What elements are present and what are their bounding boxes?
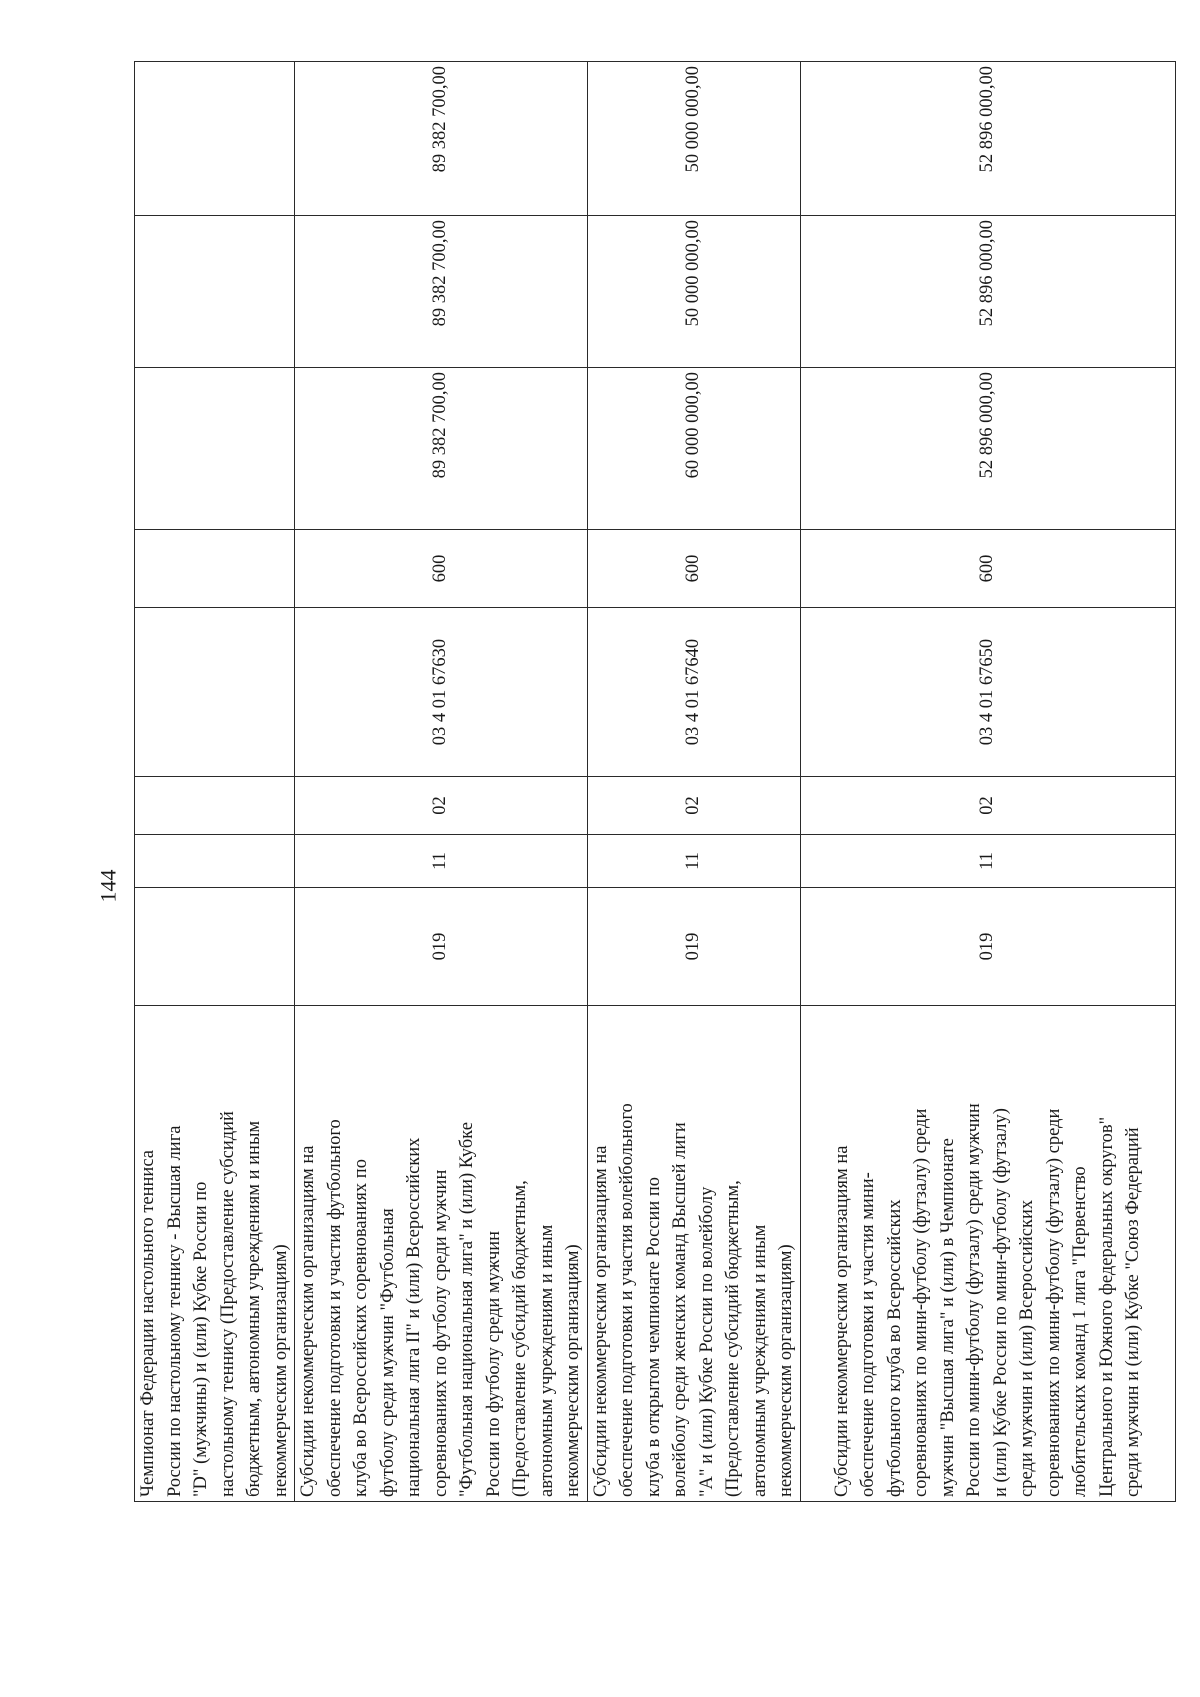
name-line: "Футбольная национальная лига" и (или) Кубке bbox=[457, 1122, 477, 1497]
name-line: "А" и (или) Кубке России по волейболу bbox=[696, 1186, 717, 1497]
section-code-cell: 11 bbox=[800, 835, 1175, 888]
name-line: России по футболу среди мужчин bbox=[483, 1230, 504, 1497]
budget-table-wrapper bbox=[134, 62, 1155, 1502]
name-line: обеспечение подготовки и участия футбольного bbox=[324, 1119, 345, 1497]
name-line: автономным учреждениям и иным bbox=[536, 1224, 557, 1497]
amount-cell: 60 000 000,00 bbox=[587, 368, 800, 530]
name-line: обеспечение подготовки и участия мини- bbox=[858, 1172, 878, 1497]
name-line: среди мужчин и (или) Всероссийских bbox=[1017, 1199, 1037, 1497]
amount-cell: 89 382 700,00 bbox=[295, 62, 588, 216]
name-line: мужчин "Высшая лига" и (или) в Чемпионате bbox=[937, 1138, 958, 1497]
name-line: обеспечение подготовки и участия волейбольного bbox=[617, 1103, 637, 1497]
target-article-cell: 03 4 01 67630 bbox=[295, 608, 588, 777]
name-line: "D" (мужчины) и (или) Кубке России по bbox=[191, 1181, 211, 1497]
table-row bbox=[800, 62, 1175, 1502]
name-line: (Предоставление субсидий бюджетным, bbox=[723, 1180, 743, 1497]
name-line: автономным учреждениям и иным bbox=[749, 1224, 770, 1497]
table-row bbox=[135, 62, 295, 1502]
name-line: волейболу среди женских команд Высшей лиги bbox=[670, 1122, 690, 1497]
ministry-code-cell bbox=[135, 888, 295, 1006]
amount-cell: 52 896 000,00 bbox=[800, 62, 1175, 216]
name-line: футбольного клуба во Всероссийских bbox=[884, 1199, 905, 1497]
name-line: среди мужчин и (или) Кубке "Союз Федераций bbox=[1123, 1127, 1143, 1497]
name-line: Субсидии некоммерческим организациям на bbox=[831, 1145, 852, 1497]
table-row bbox=[587, 62, 800, 1502]
amount-cell bbox=[135, 368, 295, 530]
name-line: России по настольному теннису - Высшая лига bbox=[164, 1125, 185, 1497]
name-line: некоммерческим организациям) bbox=[270, 1244, 291, 1497]
row-name-cell bbox=[800, 1006, 1175, 1502]
name-line: некоммерческим организациям) bbox=[563, 1244, 583, 1497]
amount-cell: 89 382 700,00 bbox=[295, 216, 588, 368]
section-code-cell: 11 bbox=[295, 835, 588, 888]
name-line: России по мини-футболу (футзалу) среди мужчин bbox=[964, 1103, 984, 1497]
name-line: футболу среди мужчин "Футбольная bbox=[377, 1208, 398, 1497]
name-line: клуба во Всероссийских соревнованиях по bbox=[351, 1159, 371, 1497]
expense-type-cell: 600 bbox=[587, 530, 800, 608]
section-code-cell bbox=[135, 835, 295, 888]
page-number: 144 bbox=[95, 869, 120, 903]
name-line: Субсидии некоммерческим организациям на bbox=[298, 1145, 318, 1497]
name-line: Центрального и Южного федеральных округов" bbox=[1096, 1116, 1117, 1497]
name-line: настольному теннису (Предоставление субсидий bbox=[217, 1111, 238, 1497]
row-name-cell bbox=[587, 1006, 800, 1502]
ministry-code-cell: 019 bbox=[800, 888, 1175, 1006]
subsection-code-cell: 02 bbox=[295, 777, 588, 835]
name-line: (Предоставление субсидий бюджетным, bbox=[510, 1180, 530, 1497]
name-line: и (или) Кубке России по мини-футболу (футзалу) bbox=[990, 1108, 1011, 1497]
name-line: некоммерческим организациям) bbox=[776, 1244, 796, 1497]
row-name-cell bbox=[295, 1006, 588, 1502]
table-row bbox=[295, 62, 588, 1502]
ministry-code-cell: 019 bbox=[295, 888, 588, 1006]
subsection-code-cell: 02 bbox=[800, 777, 1175, 835]
target-article-cell: 03 4 01 67640 bbox=[587, 608, 800, 777]
row-name-cell bbox=[135, 1006, 295, 1502]
name-line: бюджетным, автономным учреждениям и иным bbox=[244, 1120, 264, 1497]
amount-cell bbox=[135, 216, 295, 368]
target-article-cell bbox=[135, 608, 295, 777]
amount-cell: 52 896 000,00 bbox=[800, 216, 1175, 368]
amount-cell: 52 896 000,00 bbox=[800, 368, 1175, 530]
name-line: Субсидии некоммерческим организациям на bbox=[590, 1145, 611, 1497]
expense-type-cell bbox=[135, 530, 295, 608]
expense-type-cell: 600 bbox=[800, 530, 1175, 608]
target-article-cell: 03 4 01 67650 bbox=[800, 608, 1175, 777]
name-line: любительских команд 1 лига "Первенство bbox=[1070, 1166, 1090, 1497]
subsection-code-cell: 02 bbox=[587, 777, 800, 835]
name-line: соревнованиях по мини-футболу (футзалу) среди bbox=[911, 1108, 931, 1497]
budget-table bbox=[134, 61, 1176, 1502]
amount-cell: 50 000 000,00 bbox=[587, 62, 800, 216]
amount-cell bbox=[135, 62, 295, 216]
name-line: клуба в открытом чемпионате России по bbox=[643, 1176, 664, 1497]
name-line: соревнованиях по футболу среди мужчин bbox=[430, 1169, 451, 1497]
expense-type-cell: 600 bbox=[295, 530, 588, 608]
subsection-code-cell bbox=[135, 777, 295, 835]
amount-cell: 89 382 700,00 bbox=[295, 368, 588, 530]
amount-cell: 50 000 000,00 bbox=[587, 216, 800, 368]
section-code-cell: 11 bbox=[587, 835, 800, 888]
name-line: соревнованиях по мини-футболу (футзалу) среди bbox=[1043, 1108, 1064, 1497]
name-line: Чемпионат Федерации настольного тенниса bbox=[138, 1150, 158, 1497]
name-line: национальная лига II" и (или) Всероссийских bbox=[404, 1137, 424, 1497]
ministry-code-cell: 019 bbox=[587, 888, 800, 1006]
